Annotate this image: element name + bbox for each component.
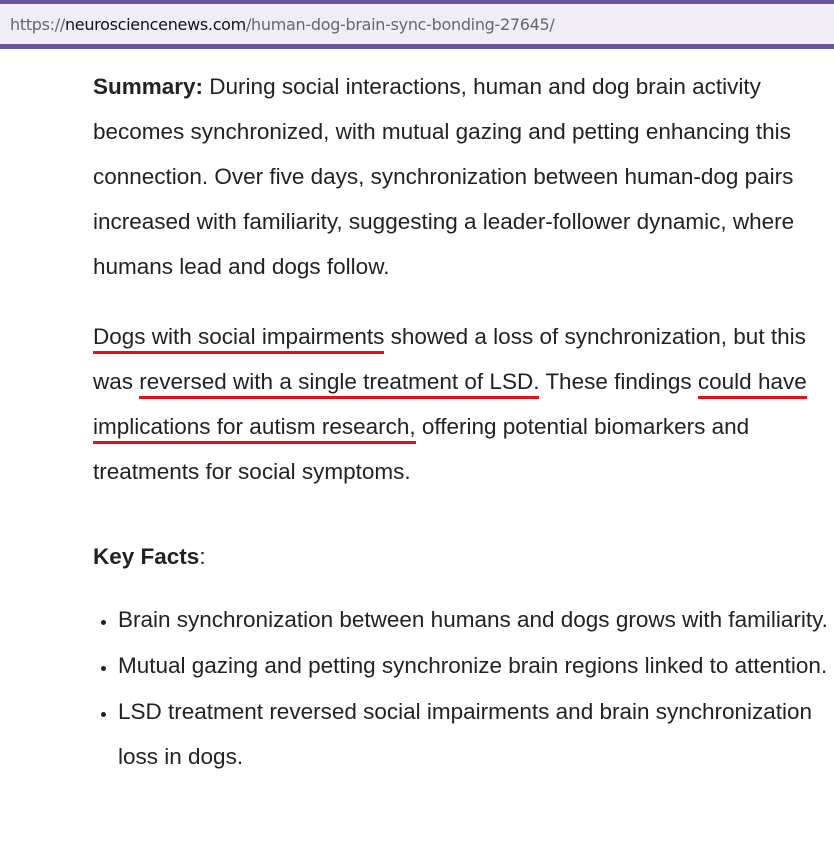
colon: : [199,544,206,569]
url-path: /human-dog-brain-sync-bonding-27645/ [245,14,555,34]
article-content [93,64,828,780]
highlight-social-impairments: Dogs with social impairments [93,324,384,354]
key-facts-heading [93,534,828,579]
address-bar[interactable] [0,0,834,49]
list-item: • Brain synchronization between humans and dogs grows with familiarity. [118,597,828,642]
findings-paragraph [93,314,828,494]
url-scheme: https:// [10,14,65,34]
summary-paragraph [93,64,828,289]
key-facts-label: Key Facts [93,544,200,569]
summary-label: Summary: [93,74,204,99]
summary-text: During social interactions, human and dog brain activity becomes synchronized, with mutual gazing and petting enhancing this connection. Over five days, synchronization between human-dog pairs increased with familiarity, suggesting a leader-follower dynamic, where humans lead and dogs follow. [93,74,795,279]
highlight-lsd-treatment: reversed with a single treatment of LSD. [139,369,539,399]
text: These findings [539,369,698,394]
list-item: • LSD treatment reversed social impairments and brain synchronization loss in dogs. [118,689,828,779]
list-item: • Mutual gazing and petting synchronize brain regions linked to attention. [118,643,828,688]
text: showed a loss of synchronization, but this was [93,324,806,394]
text: offering potential biomarkers and treatments for social symptoms. [93,414,750,484]
key-facts-list [93,597,828,779]
url-host: neurosciencenews.com [64,14,246,34]
highlight-autism-research: could have implications for autism research, [93,369,807,444]
